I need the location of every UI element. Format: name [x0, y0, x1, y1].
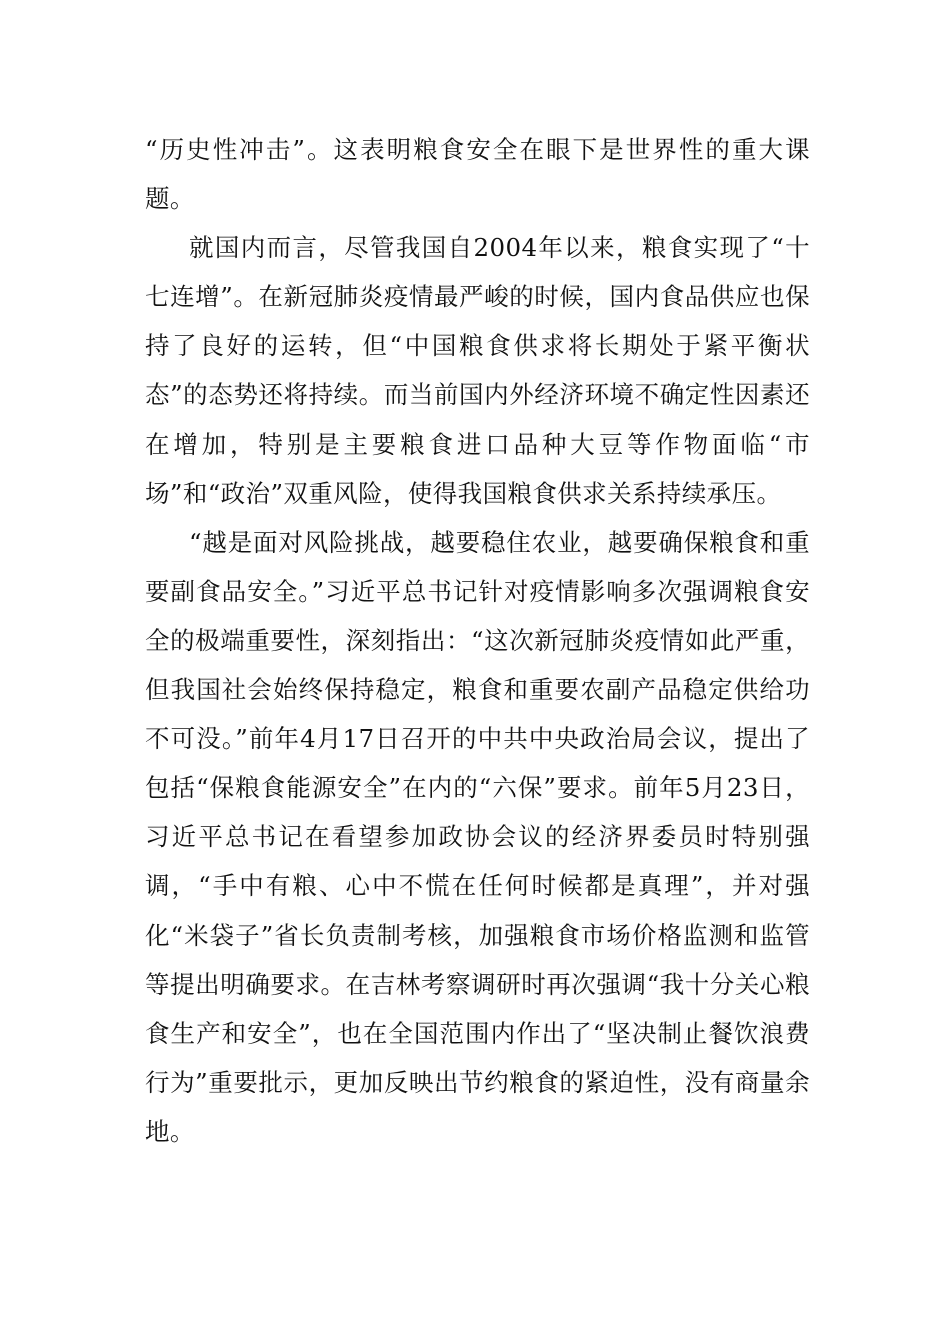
body-text [145, 125, 810, 1156]
paragraph-1: “历史性冲击”。这表明粮食安全在眼下是世界性的重大课题。 [145, 135, 810, 214]
paragraph-2: 就国内而言，尽管我国自2004年以来，粮食实现了“十七连增”。在新冠肺炎疫情最严峻的时候，国内食品供应也保持了良好的运转，但“中国粮食供求将长期处于紧平衡状态”的态势还将持续。而当前国内外经济环境不确定性因素还在增加，特别是主要粮食进口品种大豆等作物面临“市场”和“政治”双重风险，使得我国粮食供求关系持续承压。 [145, 233, 810, 508]
paragraph-3: “越是面对风险挑战，越要稳住农业，越要确保粮食和重要副食品安全。”习近平总书记针对疫情影响多次强调粮食安全的极端重要性，深刻指出：“这次新冠肺炎疫情如此严重，但我国社会始终保持稳定，粮食和重要农副产品稳定供给功不可没。”前年4月17日召开的中共中央政治局会议，提出了包括“保粮食能源安全”在内的“六保”要求。前年5月23日，习近平总书记在看望参加政协会议的经济界委员时特别强调，“手中有粮、心中不慌在任何时候都是真理”，并对强化“米袋子”省长负责制考核，加强粮食市场价格监测和监管等提出明确要求。在吉林考察调研时再次强调“我十分关心粮食生产和安全”，也在全国范围内作出了“坚决制止餐饮浪费行为”重要批示，更加反映出节约粮食的紧迫性，没有商量余地。 [145, 527, 810, 1146]
